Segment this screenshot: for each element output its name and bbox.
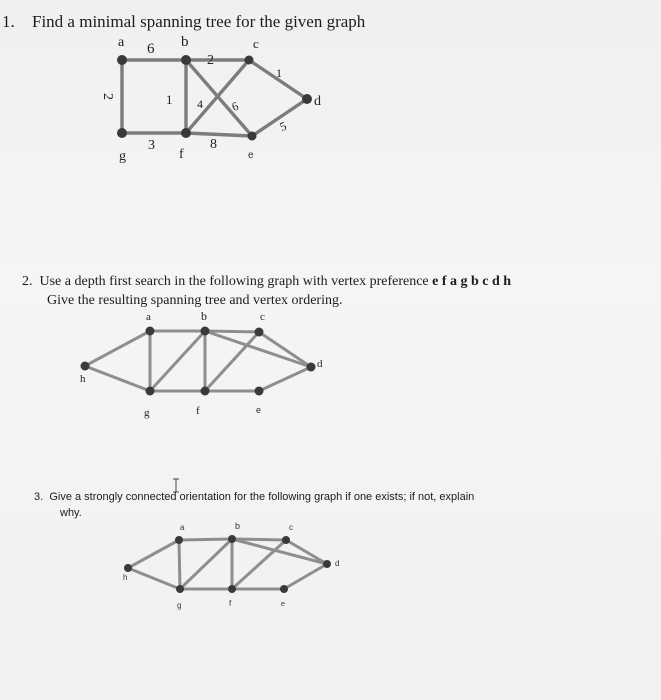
q3-vertex-a [175,536,183,544]
q2-label-a: a [146,311,151,323]
q2-vertex-h [81,362,90,371]
q1-weight-b6: 6 [229,98,241,114]
q1-graph [100,34,321,164]
q2-vertex-c [255,328,264,337]
q3-vertex-e [280,585,288,593]
q1-weight-gf: 3 [148,138,155,153]
q3-edge-ab [179,539,232,540]
q2-label-c: c [260,311,265,323]
q3-edge-ag [179,540,180,589]
q2-edge-bd [205,331,311,367]
q2-graph [80,309,323,419]
q2-edge-hg [85,366,150,391]
q1-vertex-d [302,94,312,104]
q3-label-c: c [289,523,293,532]
q1-label-c: c [253,36,259,51]
q2-prompt-text: Use a depth first search in the following graph with vertex preference [39,274,433,289]
q1-edge-ed [252,99,307,136]
q2-vertex-d [307,363,316,372]
q2-vertex-b [201,327,210,336]
q3-edge-hg [128,568,180,589]
q1-vertex-b [181,55,191,65]
q2-number: 2. [22,274,33,289]
q3-label-d: d [335,559,340,568]
q2-vertex-g [146,387,155,396]
q2-vertex-e [255,387,264,396]
q3-label-h: h [123,573,128,582]
q2-vertex-f [201,387,210,396]
q3-edge-ed [284,564,327,589]
q1-label-f: f [179,147,184,162]
q2-label-e: e [256,405,262,415]
q2-label-d: d [317,358,323,370]
q1-weight-b4: 4 [197,97,203,111]
q3-edge-cd [286,540,327,564]
q1-weight-bf: 1 [166,92,173,107]
q1-edge-be [186,60,252,136]
q2-edge-ed [259,367,311,391]
q3-vertex-b [228,535,236,543]
q1-vertex-g [117,128,127,138]
q3-prompt-line2: why. [60,507,82,519]
q1-vertex-a [117,55,127,65]
q3-number: 3. [34,491,44,503]
q3-vertex-c [282,536,290,544]
q1-label-a: a [118,35,125,50]
q1-weight-fe: 8 [210,137,217,152]
q1-label-b: b [181,34,189,50]
q1-number: 1. [2,12,15,31]
q1-prompt: Find a minimal spanning tree for the given graph [32,12,366,31]
q3-vertex-g [176,585,184,593]
q3-label-e: e [281,601,285,608]
q1-vertex-c [245,56,254,65]
q1-weight-cd: 1 [276,66,282,80]
q3-vertex-f [228,585,236,593]
q3-label-a: a [180,523,185,532]
q2-edge-bc [205,331,259,332]
q2-edge-cd [259,332,311,367]
q2-label-f: f [196,405,200,417]
q1-vertex-f [181,128,191,138]
q1-label-g: g [119,149,126,164]
q3-vertex-h [124,564,132,572]
q1-vertex-e [248,132,257,141]
q2-label-g: g [144,407,150,419]
q1-weight-ag: 2 [100,93,115,100]
q3-prompt-text: Give a strongly connected orientation for the following graph if one exists; if not, explain [49,491,475,503]
q2-prompt-line2: Give the resulting spanning tree and vertex ordering. [47,293,343,308]
q2-edge-bg [150,331,205,391]
q1-edge-fe [186,133,252,136]
q3-prompt-line1 [34,491,474,503]
q3-vertex-d [323,560,331,568]
q2-vertex-a [146,327,155,336]
q2-label-h: h [80,373,86,385]
q2-edge-ha [85,331,150,366]
q2-vertex-preference: e f a g b c d h [432,274,512,289]
q1-weight-bc: 2 [207,53,214,68]
q3-edge-bg [180,539,232,589]
q3-edge-bd [232,539,327,564]
q3-edge-ha [128,540,179,568]
q3-label-g: g [177,601,182,610]
q3-graph [123,521,339,610]
q2-label-b: b [201,309,207,323]
q1-weight-ed: 5 [277,118,289,134]
q1-weight-ab: 6 [147,41,155,57]
q2-prompt-line1 [22,274,511,290]
q1-label-d: d [314,94,321,109]
q3-label-f: f [229,599,232,608]
q1-label-e: e [248,150,254,161]
q3-label-b: b [235,521,241,531]
